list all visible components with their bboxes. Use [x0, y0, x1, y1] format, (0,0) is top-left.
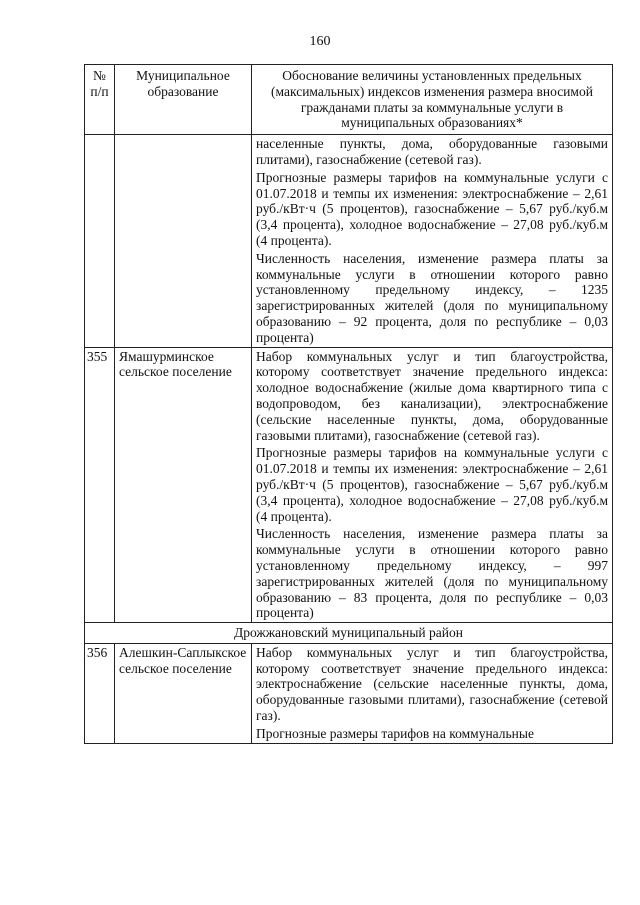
description-paragraph: Набор коммунальных услуг и тип благоустройства, которому соответствует значение предельного индекса: электроснабжение (сельские населенные пункты, дома, оборудованные газовыми плитами), газоснабжение (сетевой газ). [256, 644, 608, 724]
header-num: № п/п [85, 65, 115, 135]
description-paragraph: Численность населения, изменение размера платы за коммунальные услуги в отношении которого равно установленному предельному индексу, – 997 зарегистрированных жителей (доля по муниципальному образованию – 83 процента, доля по республике – 0,03 процента) [256, 526, 608, 621]
description-paragraph: населенные пункты, дома, оборудованные газовыми плитами), газоснабжение (сетевой газ). [256, 136, 608, 167]
description-paragraph: Прогнозные размеры тарифов на коммунальные услуги с 01.07.2018 и темпы их изменения: электроснабжение – 2,61 руб./кВт·ч (5 процентов), газоснабжение – 5,67 руб./куб.м (3,4 процента), холодное водоснабжение – 27,08 руб./куб.м (4 процента). [256, 169, 608, 248]
row-municipality: Алешкин-Саплыкское сельское поселение [115, 643, 252, 743]
table-header-row [85, 65, 613, 135]
row-num: 356 [85, 643, 115, 743]
row-description [252, 643, 613, 743]
row-municipality [115, 135, 252, 347]
row-description [252, 347, 613, 623]
page-number: 160 [309, 34, 331, 49]
district-row [85, 623, 613, 644]
description-paragraph: Прогнозные размеры тарифов на коммунальные [256, 725, 534, 741]
row-municipality: Ямашурминское сельское поселение [115, 347, 252, 623]
district-name: Дрожжановский муниципальный район [85, 623, 613, 644]
table-row [85, 135, 613, 347]
header-justification: Обоснование величины установленных предельных (максимальных) индексов изменения размера вносимой гражданами платы за коммунальные услуги в муниципальных образованиях* [252, 65, 613, 135]
tariff-table [84, 64, 613, 744]
table-row [85, 347, 613, 623]
description-paragraph: Численность населения, изменение размера платы за коммунальные услуги в отношении которого равно установленному предельному индексу, – 1235 зарегистрированных жителей (доля по муниципальному образованию – 92 процента, доля по республике – 0,03 процента) [256, 250, 608, 345]
description-paragraph: Набор коммунальных услуг и тип благоустройства, которому соответствует значение предельного индекса: холодное водоснабжение (жилые дома квартирного типа с водопроводом, без канализации), электроснабжение (сельские населенные пункты, дома, оборудованные газовыми плитами), газоснабжение (сетевой газ). [256, 348, 608, 443]
row-description [252, 135, 613, 347]
description-paragraph: Прогнозные размеры тарифов на коммунальные услуги с 01.07.2018 и темпы их изменения: электроснабжение – 2,61 руб./кВт·ч (5 процентов), газоснабжение – 5,67 руб./куб.м (3,4 процента), холодное водоснабжение – 27,08 руб./куб.м (4 процента). [256, 445, 608, 524]
table-row [85, 643, 613, 743]
row-num: 355 [85, 347, 115, 623]
row-num [85, 135, 115, 347]
header-municipality: Муниципальное образование [115, 65, 252, 135]
